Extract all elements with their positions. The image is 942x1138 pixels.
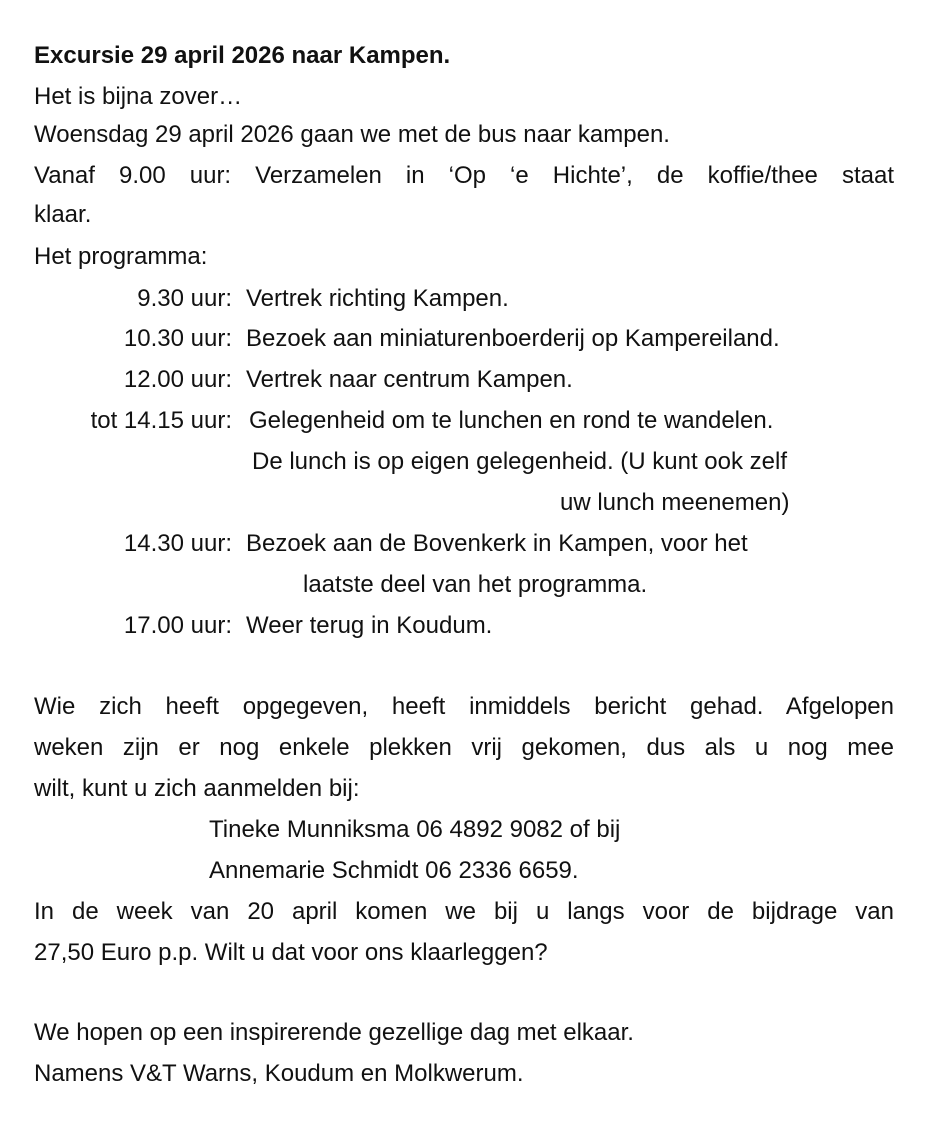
intro-line: Het is bijna zover… [34, 83, 243, 110]
contribution-line: In de week van 20 april komen we bij u langs voor de bijdrage van [34, 898, 894, 925]
program-heading: Het programma: [34, 243, 208, 270]
program-description: laatste deel van het programma. [303, 571, 648, 598]
program-description: Vertrek richting Kampen. [246, 285, 509, 312]
intro-line: Woensdag 29 april 2026 gaan we met de bus naar kampen. [34, 121, 670, 148]
program-time: 14.30 uur: [123, 530, 232, 557]
registration-line: wilt, kunt u zich aanmelden bij: [34, 775, 360, 802]
closing-line: We hopen op een inspirerende gezellige dag met elkaar. [34, 1019, 634, 1046]
program-time: 12.00 uur: [123, 366, 232, 393]
program-description: Gelegenheid om te lunchen en rond te wandelen. [249, 407, 774, 434]
program-description: Bezoek aan miniaturenboerderij op Kampereiland. [246, 325, 780, 352]
program-description: Bezoek aan de Bovenkerk in Kampen, voor het [246, 530, 748, 557]
signature-line: Namens V&T Warns, Koudum en Molkwerum. [34, 1060, 524, 1087]
program-description: De lunch is op eigen gelegenheid. (U kunt ook zelf [252, 448, 788, 475]
registration-line: Wie zich heeft opgegeven, heeft inmiddels bericht gehad. Afgelopen [34, 693, 894, 720]
intro-line: klaar. [34, 201, 92, 228]
program-description: uw lunch meenemen) [560, 489, 790, 516]
program-time: tot 14.15 uur: [90, 407, 232, 434]
program-description: Vertrek naar centrum Kampen. [246, 366, 573, 393]
contribution-line: 27,50 Euro p.p. Wilt u dat voor ons klaarleggen? [34, 939, 548, 966]
program-time: 10.30 uur: [123, 325, 232, 352]
intro-line: Vanaf 9.00 uur: Verzamelen in ‘Op ‘e Hichte’, de koffie/thee staat [34, 162, 894, 189]
registration-line: weken zijn er nog enkele plekken vrij gekomen, dus als u nog mee [34, 734, 894, 761]
program-time: 17.00 uur: [123, 612, 232, 639]
document-title: Excursie 29 april 2026 naar Kampen. [34, 42, 451, 69]
program-time: 9.30 uur: [137, 285, 232, 312]
program-description: Weer terug in Koudum. [246, 612, 493, 639]
contact-line: Tineke Munniksma 06 4892 9082 of bij [209, 816, 621, 843]
contact-line: Annemarie Schmidt 06 2336 6659. [209, 857, 579, 884]
